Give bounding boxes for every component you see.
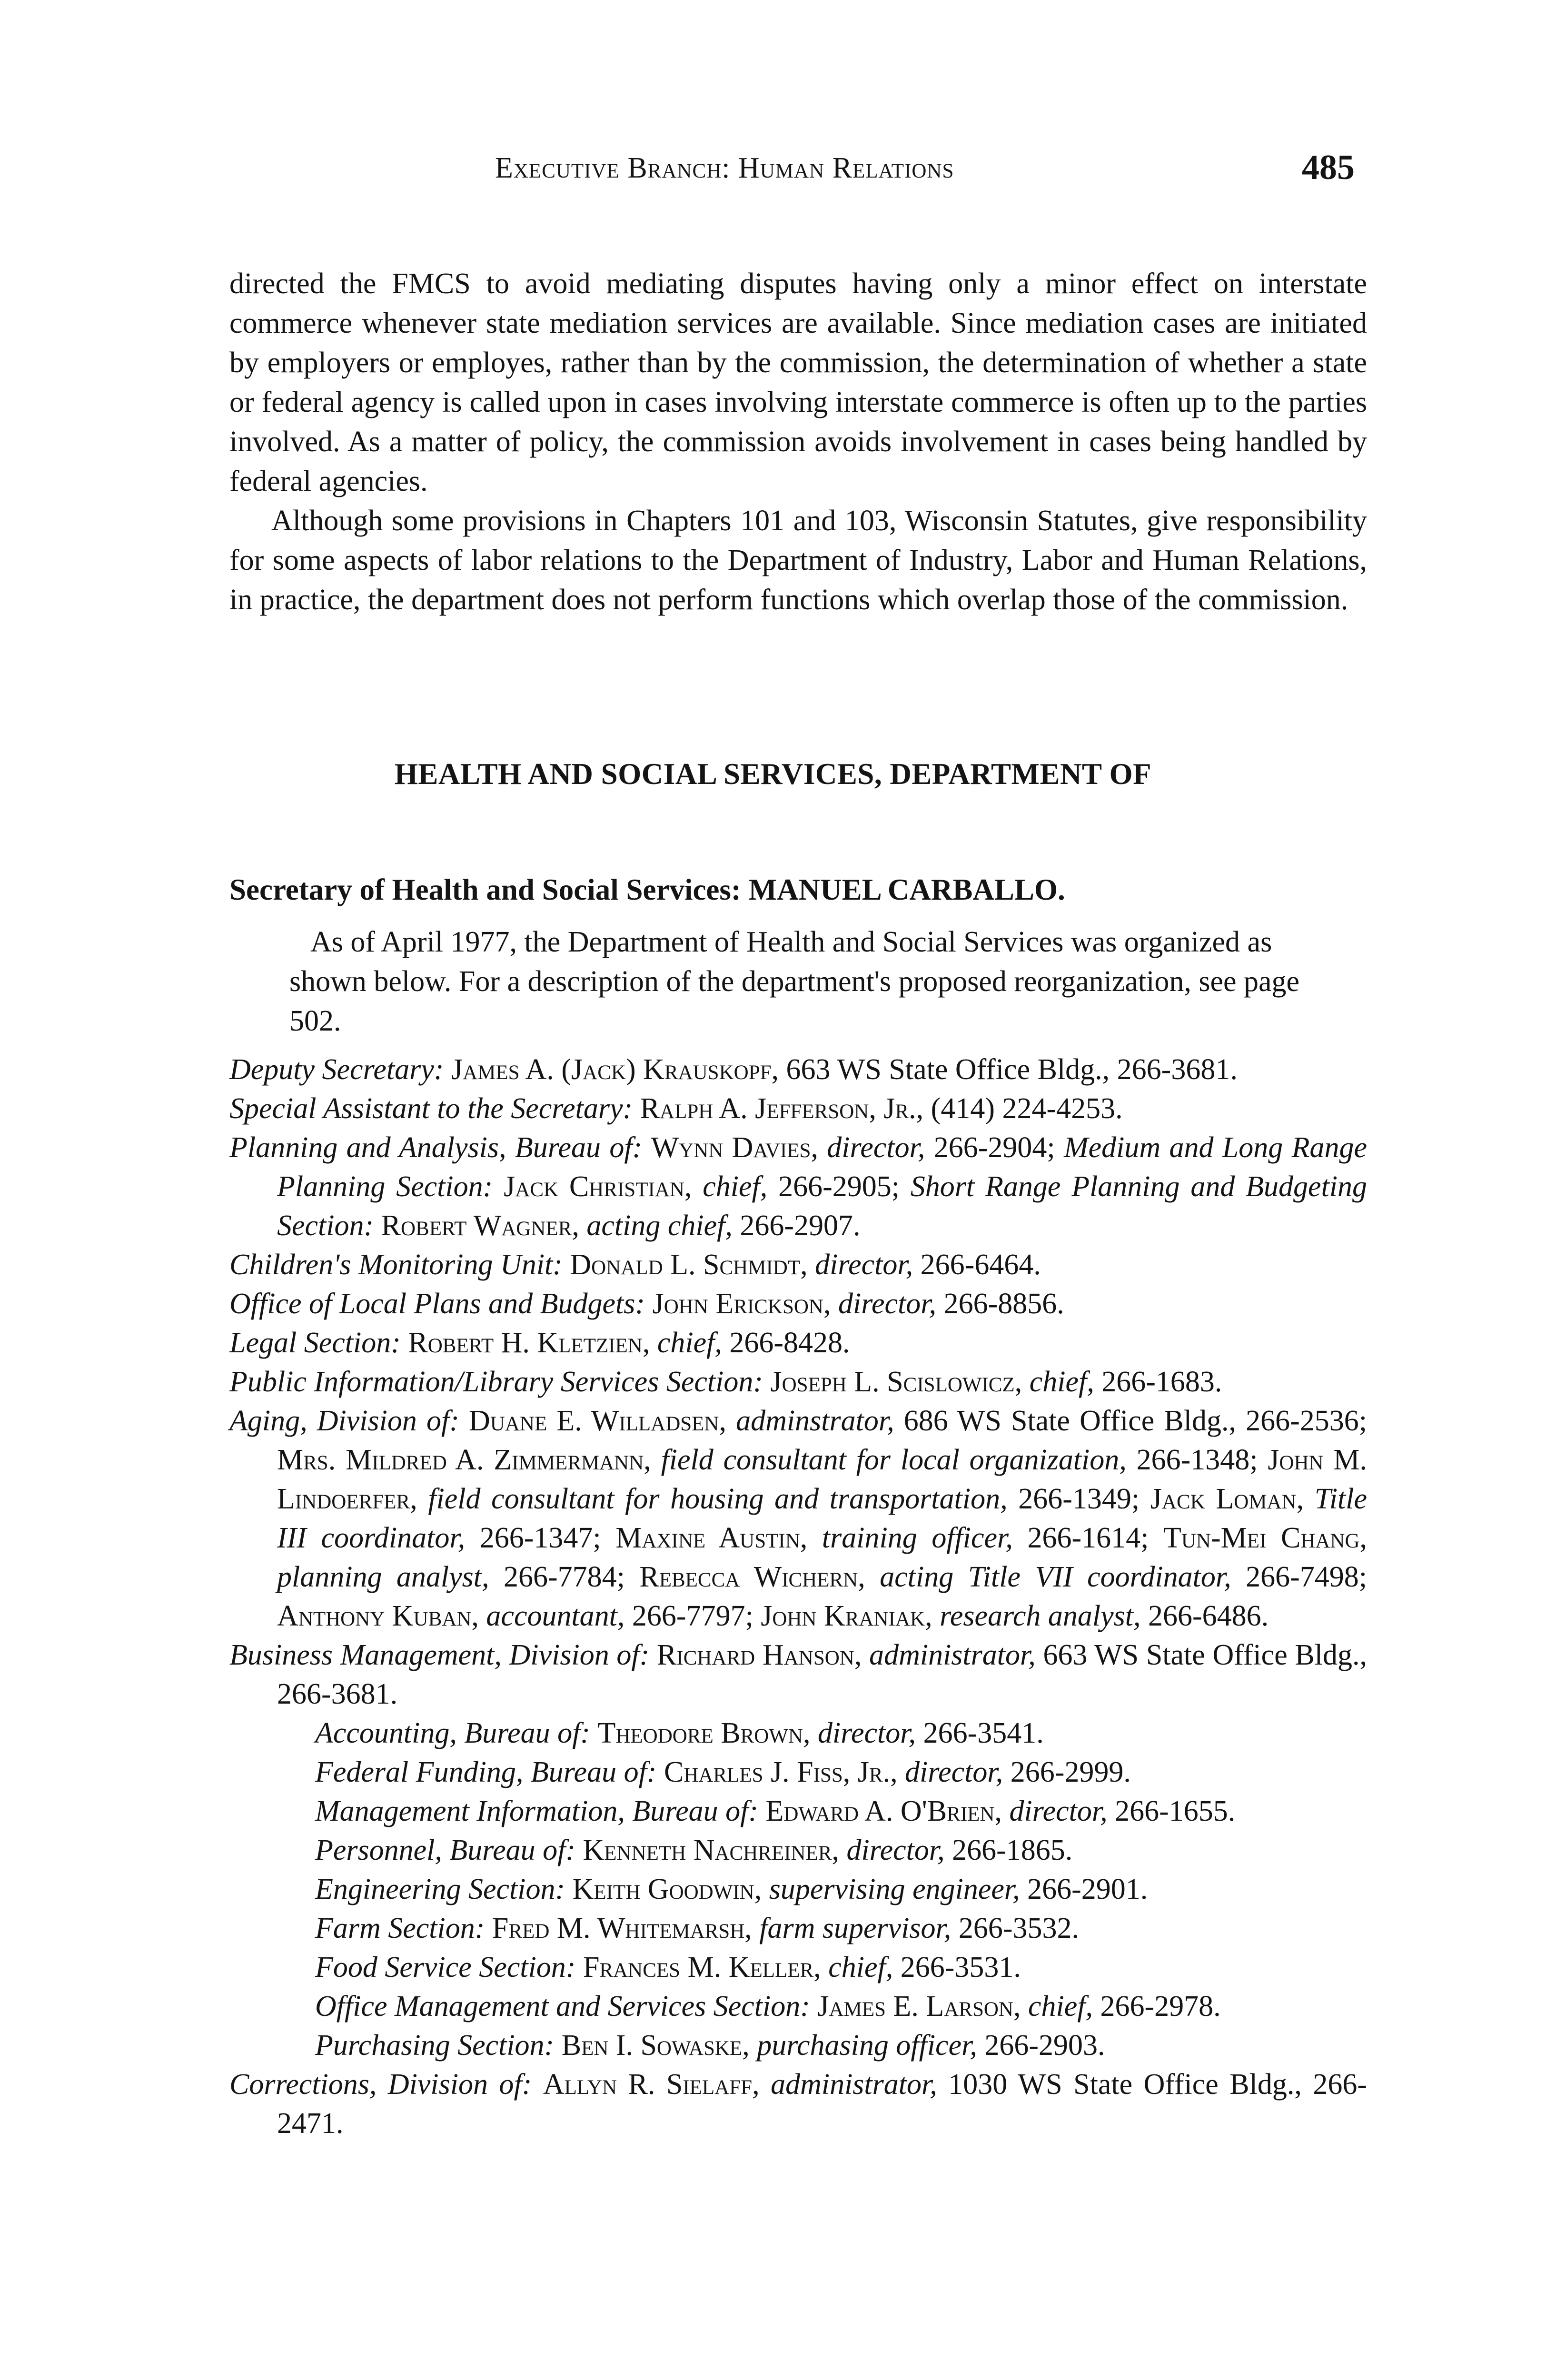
person-name: Duane E. Willadsen <box>469 1405 719 1437</box>
entry-label: Federal Funding, Bureau of: <box>315 1756 657 1788</box>
entry-label: acting Title VII coordinator, <box>880 1561 1231 1593</box>
entry-text: , <box>800 1522 822 1554</box>
page-number: 485 <box>1302 148 1355 187</box>
entry-label: purchasing officer, <box>757 2029 977 2062</box>
entry-text: 266-1655. <box>1107 1795 1236 1827</box>
person-name: Mrs. Mildred A. Zimmermann <box>277 1444 644 1476</box>
entry-text: , <box>742 2029 757 2062</box>
entry-text <box>758 1795 766 1827</box>
entry-text: 1030 WS State Office Bldg., 266-2471. <box>277 2068 1368 2140</box>
entry-label: chief, <box>703 1170 768 1203</box>
directory-entry <box>229 1636 1367 1714</box>
person-name: James A. (Jack) Krauskopf <box>451 1053 772 1086</box>
person-name: Charles J. Fiss, Jr. <box>664 1756 891 1788</box>
person-name: Ben I. Sowaske <box>561 2029 743 2062</box>
entry-text: 266-1683. <box>1094 1366 1222 1398</box>
directory-entry <box>229 1050 1367 1089</box>
entry-label: adminstrator, <box>736 1405 894 1437</box>
entry-text: , <box>832 1834 847 1866</box>
sub-entry <box>229 1831 1367 1870</box>
entry-label: Aging, Division of: <box>229 1405 459 1437</box>
entry-text: 266-2905; <box>767 1170 911 1203</box>
person-name: Jack Loman <box>1150 1483 1297 1515</box>
entry-label: Deputy Secretary: <box>229 1053 444 1086</box>
entry-text: 266-6464. <box>913 1249 1041 1281</box>
entry-text: 266-2907. <box>732 1210 861 1242</box>
person-name: Robert Wagner <box>381 1210 572 1242</box>
entry-label: Corrections, Division of: <box>229 2068 532 2101</box>
entry-label: field consultant for housing and transportation, <box>428 1483 1008 1515</box>
entry-label: director, <box>1009 1795 1108 1827</box>
entry-label: Personnel, Bureau of: <box>315 1834 575 1866</box>
entry-text <box>810 1990 818 2023</box>
entry-label: Legal Section: <box>229 1327 401 1359</box>
entry-label: director, <box>905 1756 1003 1788</box>
entry-label: chief, <box>1028 1990 1093 2023</box>
entry-text: , <box>719 1405 736 1437</box>
running-head: Executive Branch: Human Relations <box>495 152 954 184</box>
entry-text: , <box>813 1951 829 1983</box>
directory-entry <box>229 1284 1367 1323</box>
entry-text: 266-1348; <box>1126 1444 1268 1476</box>
entry-label: Engineering Section: <box>315 1873 565 1905</box>
entry-label: director, <box>817 1717 916 1749</box>
entry-text: 266-2904; <box>925 1131 1064 1164</box>
entry-label: chief, <box>828 1951 893 1983</box>
entry-text <box>493 1170 504 1203</box>
entry-label: accountant, <box>486 1600 625 1632</box>
entry-label: supervising engineer, <box>769 1873 1020 1905</box>
entry-text: 266-8856. <box>936 1288 1064 1320</box>
entry-text: 266-7797; <box>624 1600 761 1632</box>
entry-text: 266-2901. <box>1020 1873 1148 1905</box>
entry-text: , <box>854 1639 870 1671</box>
entry-text <box>401 1327 408 1359</box>
entry-label: Special Assistant to the Secretary: <box>229 1092 633 1125</box>
directory-entry <box>229 2065 1367 2143</box>
person-name: Jack Christian <box>504 1170 684 1203</box>
person-name: Robert H. Kletzien <box>408 1327 643 1359</box>
entry-label: Office Management and Services Section: <box>315 1990 810 2023</box>
entry-text: 266-7784; <box>489 1561 640 1593</box>
entry-text: , <box>410 1483 428 1515</box>
section-heading: HEALTH AND SOCIAL SERVICES, DEPARTMENT OF <box>394 757 1152 791</box>
entry-label: director, <box>838 1288 937 1320</box>
entry-label: chief, <box>657 1327 722 1359</box>
entry-label: administrator, <box>771 2068 937 2101</box>
entry-text: 663 WS State Office Bldg., 266-3681. <box>277 1639 1368 1710</box>
entry-label: Business Management, Division of: <box>229 1639 650 1671</box>
entry-text <box>763 1366 771 1398</box>
entry-text: , <box>572 1210 587 1242</box>
entry-text <box>532 2068 543 2101</box>
directory-entry <box>229 1089 1367 1128</box>
entry-text: 266-3541. <box>916 1717 1044 1749</box>
entry-label: field consultant for local organization, <box>661 1444 1127 1476</box>
entry-text <box>444 1053 451 1086</box>
directory-entry <box>229 1362 1367 1401</box>
entry-label: director, <box>815 1249 913 1281</box>
section-intro <box>289 922 1301 1041</box>
person-name: Richard Hanson <box>657 1639 854 1671</box>
entry-text: , <box>811 1131 827 1164</box>
entry-text: , <box>858 1561 880 1593</box>
entry-label: Children's Monitoring Unit: <box>229 1249 563 1281</box>
person-name: Anthony Kuban <box>277 1600 472 1632</box>
entry-text: 266-8428. <box>722 1327 850 1359</box>
entry-label: training officer, <box>822 1522 1013 1554</box>
entry-text: 266-3532. <box>951 1912 1079 1944</box>
entry-text <box>656 1756 664 1788</box>
entry-text <box>633 1092 640 1125</box>
person-name: John M. Lindoerfer <box>277 1444 1368 1515</box>
entry-label: director, <box>846 1834 945 1866</box>
entry-text: , <box>754 1873 769 1905</box>
entry-label: Medium and Long Range Planning Section: <box>277 1131 1367 1203</box>
person-name: Joseph L. Scislowicz <box>770 1366 1015 1398</box>
entry-text <box>565 1873 573 1905</box>
entry-label: Short Range Planning and Budgeting Section: <box>277 1170 1368 1242</box>
entry-text <box>575 1834 583 1866</box>
entry-text <box>590 1717 598 1749</box>
entry-text: , <box>823 1288 838 1320</box>
entry-text: , <box>471 1600 486 1632</box>
person-name: Keith Goodwin <box>572 1873 754 1905</box>
entry-text: , <box>1359 1522 1368 1554</box>
entry-text <box>374 1210 381 1242</box>
entry-text: , (414) 224-4253. <box>916 1092 1123 1125</box>
entry-text: 266-7498; <box>1231 1561 1368 1593</box>
entry-label: administrator, <box>869 1639 1036 1671</box>
entry-text: 266-2999. <box>1003 1756 1131 1788</box>
entry-text <box>485 1912 492 1944</box>
entry-text <box>563 1249 570 1281</box>
entry-label: Title III coordinator, <box>277 1483 1368 1554</box>
entry-text: 266-2903. <box>977 2029 1105 2062</box>
entry-text: 266-2978. <box>1092 1990 1221 2023</box>
entry-text: , <box>925 1600 940 1632</box>
sub-entry <box>229 2026 1367 2065</box>
entry-label: research analyst, <box>940 1600 1141 1632</box>
entry-label: Management Information, Bureau of: <box>315 1795 758 1827</box>
entry-text: , <box>803 1717 818 1749</box>
entry-label: Office of Local Plans and Budgets: <box>229 1288 645 1320</box>
person-name: John Erickson <box>652 1288 823 1320</box>
entry-text: , <box>752 2068 771 2101</box>
entry-label: Accounting, Bureau of: <box>315 1717 590 1749</box>
person-name: John Kraniak <box>761 1600 925 1632</box>
secretary-line: Secretary of Health and Social Services: MANUEL CARBALLO. <box>229 873 1065 906</box>
directory-entry <box>229 1401 1367 1636</box>
entry-label: Purchasing Section: <box>315 2029 555 2062</box>
sub-entry <box>229 1909 1367 1948</box>
paragraph: directed the FMCS to avoid mediating disputes having only a minor effect on interstate commerce whenever state mediation services are available. Since mediation cases are initiated by employers or employes, rather than by the commission, the determination of whether a state or federal agency is called upon in cases involving interstate commerce is often up to the parties involved. As a matter of policy, the commission avoids involvement in cases being handled by federal agencies. <box>229 268 1367 497</box>
entry-text: 266-1865. <box>944 1834 1073 1866</box>
entry-label: Farm Section: <box>315 1912 485 1944</box>
person-name: Theodore Brown <box>597 1717 803 1749</box>
entry-text: , <box>744 1912 760 1944</box>
entry-text: , <box>1014 1366 1030 1398</box>
entry-text: 266-1349; <box>1007 1483 1150 1515</box>
entry-label: farm supervisor, <box>759 1912 951 1944</box>
entry-label: planning analyst, <box>277 1561 489 1593</box>
entry-text: , <box>644 1444 661 1476</box>
entry-text <box>645 1288 653 1320</box>
entry-text <box>575 1951 583 1983</box>
person-name: Tun-Mei Chang <box>1163 1522 1360 1554</box>
sub-entry <box>229 1987 1367 2026</box>
directory-entries <box>229 1050 1367 2143</box>
entry-text <box>642 1131 651 1164</box>
intro-text: As of April 1977, the Department of Health and Social Services was organized as shown below. For a description of the department's proposed reorganization, see page 502. <box>289 926 1300 1037</box>
sub-entry <box>229 1753 1367 1792</box>
paragraph: Although some provisions in Chapters 101 and 103, Wisconsin Statutes, give responsibility for some aspects of labor relations to the Department of Industry, Labor and Human Relations, in practice, the department does not perform functions which overlap those of the commission. <box>229 505 1367 616</box>
entry-text: , 663 WS State Office Bldg., 266-3681. <box>771 1053 1238 1086</box>
entry-label: Planning and Analysis, Bureau of: <box>229 1131 643 1164</box>
person-name: Wynn Davies <box>651 1131 811 1164</box>
entry-text <box>554 2029 562 2062</box>
sub-entry <box>229 1792 1367 1831</box>
person-name: Fred M. Whitemarsh <box>492 1912 745 1944</box>
person-name: Maxine Austin <box>615 1522 800 1554</box>
entry-text: 266-6486. <box>1140 1600 1269 1632</box>
person-name: Ralph A. Jefferson, Jr. <box>640 1092 916 1125</box>
sub-entry <box>229 1870 1367 1909</box>
entry-label: Public Information/Library Services Section: <box>229 1366 763 1398</box>
entry-text: 686 WS State Office Bldg., 266-2536; <box>894 1405 1368 1437</box>
opening-text <box>229 264 1367 620</box>
entry-label: director, <box>827 1131 925 1164</box>
entry-text <box>649 1639 657 1671</box>
person-name: Rebecca Wichern <box>639 1561 858 1593</box>
sub-entry <box>229 1948 1367 1987</box>
entry-text: , <box>642 1327 657 1359</box>
entry-text: , <box>890 1756 905 1788</box>
entry-text: , <box>800 1249 815 1281</box>
entry-label: Food Service Section: <box>315 1951 576 1983</box>
entry-text: , <box>1013 1990 1028 2023</box>
person-name: Frances M. Keller <box>583 1951 814 1983</box>
entry-text: , <box>994 1795 1010 1827</box>
entry-text <box>459 1405 469 1437</box>
person-name: Allyn R. Sielaff <box>543 2068 753 2101</box>
entry-text: , <box>1296 1483 1315 1515</box>
entry-text: , <box>684 1170 703 1203</box>
directory-entry <box>229 1128 1367 1245</box>
entry-label: chief, <box>1029 1366 1094 1398</box>
entry-label: acting chief, <box>586 1210 733 1242</box>
directory-entry <box>229 1323 1367 1362</box>
directory-entry <box>229 1245 1367 1284</box>
entry-text: 266-1347; <box>465 1522 616 1554</box>
person-name: Kenneth Nachreiner <box>583 1834 832 1866</box>
person-name: James E. Larson <box>817 1990 1013 2023</box>
person-name: Donald L. Schmidt <box>570 1249 801 1281</box>
entry-text: 266-1614; <box>1012 1522 1163 1554</box>
sub-entry <box>229 1714 1367 1753</box>
person-name: Edward A. O'Brien <box>765 1795 995 1827</box>
entry-text: 266-3531. <box>893 1951 1021 1983</box>
